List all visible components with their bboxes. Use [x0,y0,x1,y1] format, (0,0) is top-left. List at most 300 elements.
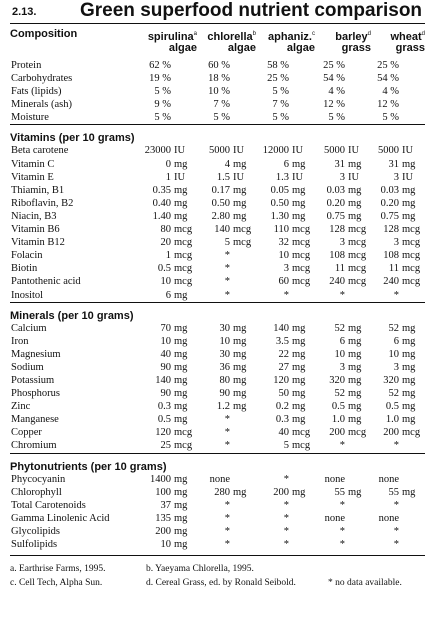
column-header-name: aphaniz. [267,31,312,43]
value-number: 280 [214,486,230,498]
value-cell [138,249,197,262]
value-cell [256,473,315,486]
value-cell [138,72,197,85]
value-number: 80 [219,374,230,386]
value-unit: mg [402,158,416,170]
value-number: none [209,473,230,485]
value-number: 60 [278,276,289,288]
value-number: 60 % [208,60,230,71]
value-cell [197,223,256,236]
value-unit: mg [348,210,362,222]
nutrient-name: Iron [11,335,29,347]
value-cell [371,374,425,387]
value-unit: mcg [348,237,367,249]
value-unit: mcg [402,427,421,439]
value-cell [371,413,425,426]
value-number: 5000 [324,145,345,157]
value-unit: mg [233,322,247,334]
value-unit: IU [402,145,414,157]
value-unit: IU [402,171,414,183]
value-number: 5 % [272,112,289,124]
value-cell [315,262,371,275]
value-number: 22 [278,348,289,360]
value-number: 18 % [208,73,230,85]
value-unit: mg [233,361,247,373]
value-unit: mcg [174,237,193,249]
value-cell [256,387,315,400]
value-number: * [224,414,230,426]
value-cell [197,387,256,400]
value-number: 4 [224,158,230,170]
value-cell [371,184,425,197]
value-cell [371,249,425,262]
value-number: 54 % [323,73,345,85]
value-cell [315,439,371,453]
table-row [10,223,425,236]
table-row [10,184,425,197]
value-cell [256,361,315,374]
value-number: * [224,440,230,452]
value-cell [138,59,197,72]
value-unit: mcg [402,237,421,249]
value-number: 12 % [323,99,345,111]
value-cell [197,374,256,387]
value-cell [197,289,256,303]
footnote-line [10,562,425,576]
value-unit: mcg [174,224,193,236]
value-cell [315,499,371,512]
value-unit: mg [402,322,416,334]
table-row [10,171,425,184]
value-number: none [378,512,399,524]
value-unit: mg [174,499,188,511]
nutrient-name: Vitamin E [11,171,54,183]
value-number: 10 [388,348,399,360]
value-cell [138,387,197,400]
value-unit: mcg [233,237,252,249]
value-cell [315,236,371,249]
value-unit: mg [233,348,247,360]
value-number: 25 [160,440,171,452]
value-cell [138,499,197,512]
value-unit: mg [348,361,362,373]
nutrient-name: Chromium [11,440,57,452]
value-cell [197,335,256,348]
value-number: none [324,473,345,485]
table-row [10,387,425,400]
value-cell [256,223,315,236]
value-unit: mg [348,486,362,498]
value-number: 6 [283,158,289,170]
value-cell [371,144,425,157]
value-number: 0.50 [211,197,230,209]
value-unit: mg [402,184,416,196]
value-unit: mg [348,348,362,360]
value-number: 1.3 [275,171,289,183]
value-cell [256,111,315,125]
value-cell [315,249,371,262]
value-number: 25 % [377,60,399,71]
table-body [10,55,425,551]
value-cell [371,499,425,512]
value-number: 4 % [382,86,399,98]
value-cell [138,144,197,157]
value-cell [197,348,256,361]
footnote: * no data available. [328,578,402,589]
value-number: 0.75 [380,210,399,222]
value-unit: mg [348,184,362,196]
value-cell [256,275,315,288]
value-number: 0.50 [270,197,289,209]
value-cell [256,144,315,157]
value-unit: mg [174,158,188,170]
value-cell [371,236,425,249]
nutrient-name: Phosphorus [11,388,61,400]
nutrient-name: Inositol [11,289,44,301]
value-unit: IU [348,171,360,183]
value-cell [197,439,256,453]
column-header [256,24,315,55]
value-unit: mg [402,486,416,498]
value-number: 1 [165,250,171,262]
value-number: * [393,440,399,452]
value-cell [138,439,197,453]
value-cell [197,361,256,374]
value-cell [197,538,256,551]
value-cell [138,473,197,486]
value-number: 5000 [378,145,399,157]
value-unit: mg [292,210,306,222]
value-number: * [393,539,399,550]
value-unit: IU [233,145,245,157]
value-number: 5 [283,440,289,452]
table-row [10,289,425,303]
value-cell [371,210,425,223]
column-header-name: wheat [390,31,422,43]
value-unit: mg [233,486,247,498]
value-cell [371,426,425,439]
value-number: 1.5 [216,171,230,183]
value-number: * [393,525,399,537]
value-unit: mcg [174,440,193,452]
value-number: 0.05 [270,184,289,196]
value-cell [138,210,197,223]
value-unit: mg [174,210,188,222]
value-number: 0.5 [157,414,171,426]
value-cell [315,348,371,361]
value-unit: mg [174,539,188,550]
value-cell [256,538,315,551]
value-number: 3 [393,361,399,373]
footnote-mark: a [193,31,197,37]
table-row [10,158,425,171]
value-number: 200 [383,427,399,439]
value-unit: mcg [402,250,421,262]
value-number: 12000 [262,145,289,157]
value-number: 200 [273,486,289,498]
section-heading-row [10,125,425,145]
value-number: 1.40 [152,210,171,222]
value-cell [315,525,371,538]
value-number: * [224,512,230,524]
value-unit: mg [292,158,306,170]
value-cell [256,158,315,171]
footnote-line [10,576,425,590]
table-row [10,413,425,426]
value-unit: mg [292,322,306,334]
value-cell [371,223,425,236]
value-cell [315,538,371,551]
value-cell [138,426,197,439]
value-unit: mg [174,388,188,400]
value-cell [197,275,256,288]
nutrient-name: Carbohydrates [11,73,73,85]
value-number: 0.75 [326,210,345,222]
table-row [10,348,425,361]
value-cell [138,223,197,236]
value-cell [138,289,197,303]
value-number: 3 [393,237,399,249]
value-number: 2.80 [211,210,230,222]
value-cell [138,85,197,98]
value-number: 30 [219,322,230,334]
value-number: 0.3 [275,414,289,426]
value-unit: mcg [174,276,193,288]
nutrient-name: Magnesium [11,348,61,360]
value-cell [197,197,256,210]
value-number: * [224,539,230,550]
value-number: 120 [273,374,289,386]
value-number: 0.3 [157,401,171,413]
value-cell [197,98,256,111]
section-heading: Phytonutrients (per 10 grams) [10,453,425,473]
value-number: 128 [383,224,399,236]
value-cell [197,473,256,486]
value-cell [197,322,256,335]
value-number: * [224,250,230,262]
value-cell [138,262,197,275]
value-unit: mg [348,197,362,209]
value-cell [371,400,425,413]
value-cell [197,413,256,426]
nutrient-name: Vitamin B12 [11,237,65,249]
value-number: 1.2 [216,401,230,413]
value-cell [256,184,315,197]
value-number: 55 [388,486,399,498]
nutrient-name: Chlorophyll [11,486,62,498]
value-unit: mg [292,335,306,347]
value-number: 240 [329,276,345,288]
value-unit: mg [402,210,416,222]
value-cell [138,348,197,361]
value-cell [138,236,197,249]
value-unit: mg [233,184,247,196]
column-header-type: grass [395,42,425,54]
value-unit: mcg [348,427,367,439]
table-row [10,374,425,387]
value-unit: mg [402,335,416,347]
value-cell [315,111,371,125]
value-unit: mg [348,158,362,170]
value-cell [371,98,425,111]
value-unit: mg [233,335,247,347]
nutrient-name: Biotin [11,263,38,275]
value-cell [371,262,425,275]
value-number: 36 [219,361,230,373]
nutrient-name: Gamma Linolenic Acid [11,512,110,524]
value-unit: IU [292,171,304,183]
value-number: none [378,473,399,485]
value-cell [315,473,371,486]
value-unit: mg [348,388,362,400]
value-number: 5000 [209,145,230,157]
value-unit: mg [174,361,188,373]
value-number: 200 [329,427,345,439]
value-cell [371,275,425,288]
table-row [10,400,425,413]
column-header [371,24,425,55]
table-row [10,98,425,111]
footnote-mark: d [421,31,425,37]
value-unit: IU [174,145,186,157]
value-number: * [283,473,289,485]
value-number: * [283,539,289,550]
value-number: 50 [278,388,289,400]
column-header-type: algae [168,42,197,54]
value-cell [315,387,371,400]
value-number: 120 [155,427,171,439]
value-number: 0.2 [275,401,289,413]
column-header-name: chlorella [207,31,253,43]
nutrient-name: Sodium [11,361,44,373]
value-cell [138,374,197,387]
footnote: a. Earthrise Farms, 1995. [10,564,106,575]
value-cell [371,171,425,184]
nutrient-name: Potassium [11,374,55,386]
section-heading-row [10,453,425,473]
value-number: 108 [329,250,345,262]
value-unit: mcg [292,237,311,249]
value-number: * [393,499,399,511]
value-cell [197,184,256,197]
nutrient-name: Phycocyanin [11,473,66,485]
value-unit: mg [292,348,306,360]
value-unit: mg [292,388,306,400]
value-number: 1400 [150,473,171,485]
value-unit: mcg [174,263,193,275]
value-cell [371,538,425,551]
footnote: c. Cell Tech, Alpha Sun. [10,578,103,589]
value-number: 3 [339,171,345,183]
section-heading: Vitamins (per 10 grams) [10,125,425,145]
value-cell [315,144,371,157]
value-cell [197,499,256,512]
value-number: 40 [160,348,171,360]
value-number: * [283,499,289,511]
value-cell [315,72,371,85]
value-cell [315,322,371,335]
nutrient-name: Folacin [11,250,43,262]
value-unit: mcg [292,263,311,275]
value-unit: mcg [348,224,367,236]
value-unit: mg [174,401,188,413]
nutrient-name: Manganese [11,414,59,426]
value-cell [371,387,425,400]
value-number: * [339,499,345,511]
value-unit: mg [348,322,362,334]
nutrient-name: Zinc [11,401,31,413]
value-cell [256,249,315,262]
footnote-mark: b [252,31,256,37]
value-cell [371,512,425,525]
value-unit: mg [292,401,306,413]
value-number: * [393,289,399,301]
value-cell [256,72,315,85]
value-number: 140 [273,322,289,334]
value-number: 37 [160,499,171,511]
value-number: 108 [383,250,399,262]
nutrient-name: Minerals (ash) [11,99,72,111]
value-number: 0.40 [152,197,171,209]
value-number: 5 % [154,112,171,124]
value-cell [197,59,256,72]
value-unit: mg [174,512,188,524]
value-cell [371,335,425,348]
value-number: 10 [278,250,289,262]
value-number: 10 [160,335,171,347]
value-cell [315,98,371,111]
value-cell [138,197,197,210]
value-number: 90 [219,388,230,400]
column-header-name: spirulina [147,31,194,43]
value-number: 10 [219,335,230,347]
value-cell [256,289,315,303]
value-cell [197,72,256,85]
value-unit: mg [292,414,306,426]
value-number: 320 [329,374,345,386]
section-heading: Minerals (per 10 grams) [10,302,425,322]
value-number: * [224,427,230,439]
value-cell [371,197,425,210]
value-cell [371,473,425,486]
value-cell [197,144,256,157]
value-cell [315,85,371,98]
value-cell [371,439,425,453]
value-number: 11 [334,263,345,275]
table-row [10,538,425,551]
value-number: 0.35 [152,184,171,196]
value-number: 5 [224,237,230,249]
value-number: 32 [278,237,289,249]
table-row [10,236,425,249]
value-unit: mcg [292,224,311,236]
value-cell [138,525,197,538]
value-cell [256,374,315,387]
value-number: 10 [334,348,345,360]
table-row [10,197,425,210]
table-number: 2.13. [12,6,37,18]
section-heading-row [10,302,425,322]
value-cell [315,197,371,210]
value-unit: mg [174,289,188,301]
value-unit: mcg [174,427,193,439]
value-cell [138,184,197,197]
value-cell [315,486,371,499]
nutrient-name: Glycolipids [11,525,60,537]
value-unit: mg [402,401,416,413]
value-number: 52 [334,388,345,400]
value-cell [371,486,425,499]
